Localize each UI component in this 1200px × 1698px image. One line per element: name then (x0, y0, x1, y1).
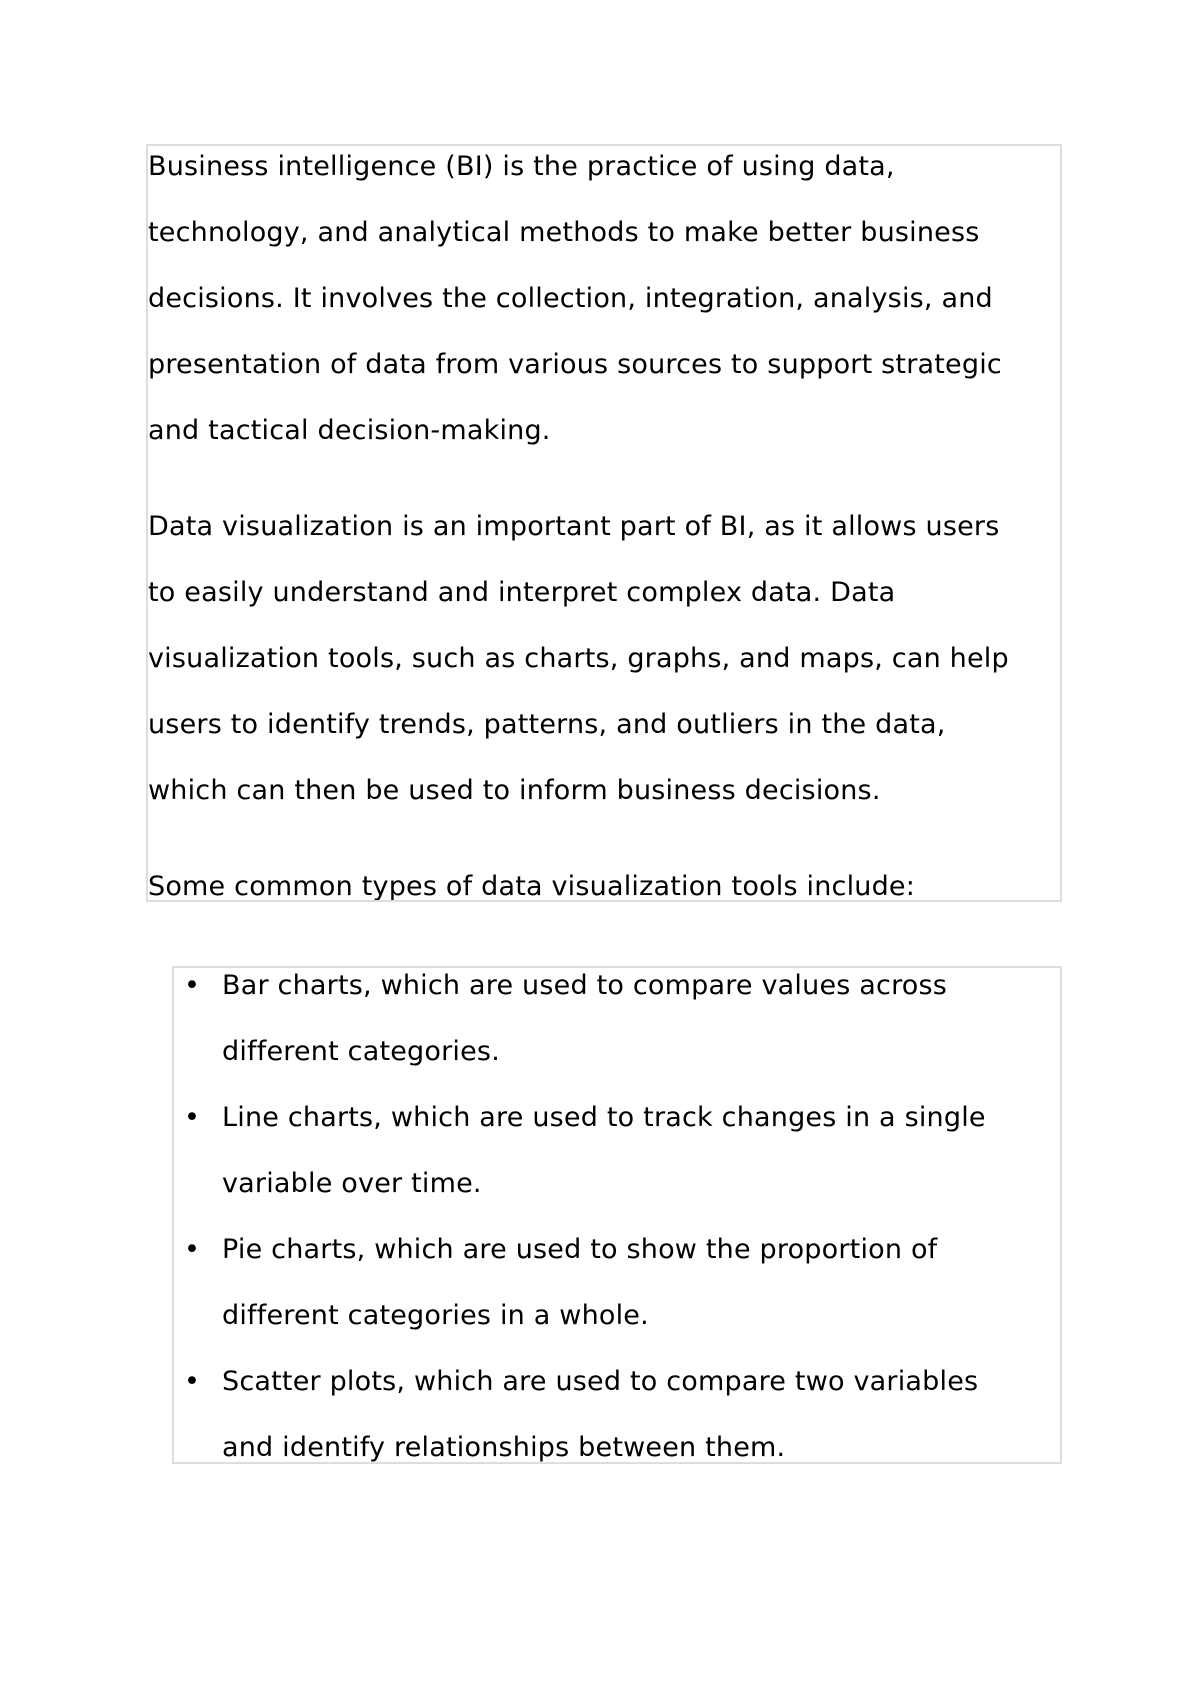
text-line: visualization tools, such as charts, graphs, and maps, can help (148, 643, 1009, 674)
text-line: technology, and analytical methods to make better business (148, 217, 980, 248)
bullet-icon: • (184, 1234, 201, 1265)
paragraph-bi-definition (148, 144, 1060, 464)
text-line: Business intelligence (BI) is the practice of using data, (148, 151, 895, 182)
text-line: Bar charts, which are used to compare values across (222, 970, 948, 1001)
paragraph-data-visualization (148, 494, 1060, 824)
list-item-line-charts (174, 1085, 1060, 1217)
text-line: presentation of data from various sources to support strategic (148, 349, 1002, 380)
text-line: Some common types of data visualization tools include: (148, 871, 916, 902)
bullet-icon: • (184, 970, 201, 1001)
list-item-pie-charts (174, 1217, 1060, 1349)
text-line: Pie charts, which are used to show the proportion of (222, 1234, 938, 1265)
text-line: Data visualization is an important part of BI, as it allows users (148, 511, 1000, 542)
text-line: and tactical decision-making. (148, 415, 551, 446)
text-line: which can then be used to inform business decisions. (148, 775, 881, 806)
text-line: and identify relationships between them. (222, 1432, 786, 1463)
text-line: Line charts, which are used to track changes in a single (222, 1102, 986, 1133)
list-item-bar-charts (174, 966, 1060, 1085)
text-line: to easily understand and interpret complex data. Data (148, 577, 896, 608)
text-line: different categories. (222, 1036, 500, 1067)
intro-text-block (146, 144, 1062, 902)
text-line: variable over time. (222, 1168, 482, 1199)
list-item-scatter-plots (174, 1349, 1060, 1464)
bullet-icon: • (184, 1102, 201, 1133)
text-line: decisions. It involves the collection, integration, analysis, and (148, 283, 993, 314)
text-line: Scatter plots, which are used to compare two variables (222, 1366, 979, 1397)
text-line: different categories in a whole. (222, 1300, 649, 1331)
text-line: users to identify trends, patterns, and outliers in the data, (148, 709, 946, 740)
bullet-list (174, 966, 1060, 1464)
paragraph-list-intro (148, 854, 1060, 902)
bullet-icon: • (184, 1366, 201, 1397)
visualization-types-list-block (172, 966, 1062, 1464)
